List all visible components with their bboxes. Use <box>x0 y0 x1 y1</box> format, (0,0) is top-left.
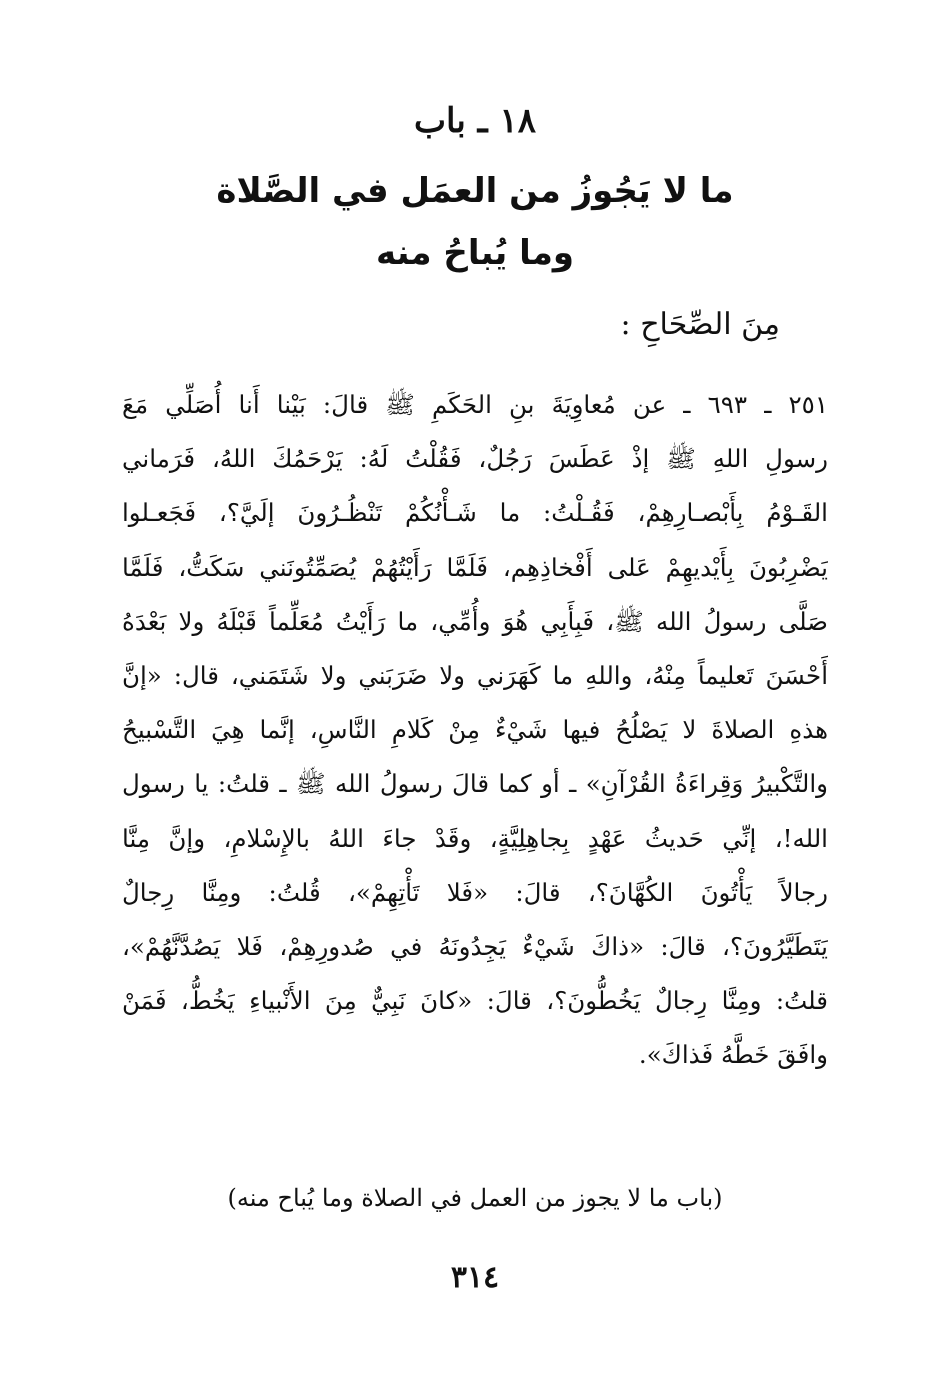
hadith-line: ٢٥١ ـ ٦٩٣ ـ عن مُعاوِيَةَ بنِ الحَكَمِ ﷺ قالَ: بَيْنا أَنا أُصَلِّي مَعَ <box>122 390 828 419</box>
section-heading: مِنَ الصِّحَاحِ : <box>620 307 780 342</box>
hadith-line: القَـوْمُ بِأَبْصـارِهِمْ، فَقُـلْتُ: ما شَـأْنُكُمْ تَنْظُـرُونَ إلَيَّ؟، فَجَعـلوا <box>122 498 828 528</box>
hadith-line: والتَّكْبيرُ وَقِراءَةُ القُرْآنِ» ـ أو كما قالَ رسولُ الله ﷺ ـ قلتُ: يا رسول <box>122 769 828 799</box>
chapter-title-line: وما يُباحُ منه <box>375 233 575 273</box>
hadith-line: قلتُ: ومِنَّا رِجالٌ يَخُطُّونَ؟، قالَ: «كانَ نَبِيٌّ مِنَ الأَنْبياءِ يَخُطُّ، فَمَنْ <box>122 986 828 1016</box>
hadith-line: وافَقَ خَطَّهُ فَذاكَ». <box>638 1040 828 1070</box>
hadith-line: صَلَّى رسولُ الله ﷺ، فَبِأَبِي هُوَ وأُمِّي، ما رَأَيْتُ مُعَلِّماً قَبْلَهُ ولا بَعْدَهُ <box>122 606 828 636</box>
hadith-line: أَحْسَنَ تَعليماً مِنْهُ، واللهِ ما كَهَرَني ولا ضَرَبَني ولا شَتَمَني، قال: «إنَّ <box>122 660 828 690</box>
hadith-line: هذهِ الصلاةَ لا يَصْلُحُ فيها شَيْءٌ مِنْ كَلامِ النَّاسِ، إنَّما هِيَ التَّسْبيحُ <box>122 715 828 745</box>
page-number: ٣١٤ <box>450 1260 500 1295</box>
hadith-line: رجالاً يَأْتُونَ الكُهَّانَ؟، قالَ: «فَلا تَأْتِهِمْ»، قُلتُ: ومِنَّا رِجالٌ <box>122 877 828 907</box>
hadith-line: الله!، إنِّي حَديثُ عَهْدٍ بِجاهِلِيَّةٍ، وقَدْ جاءَ اللهُ بالإِسْلامِ، وإنَّ مِنَّا <box>122 823 828 853</box>
chapter-title-line: ما لا يَجُوزُ من العمَل في الصَّلاة <box>216 171 734 211</box>
chapter-footer-caption: (باب ما لا يجوز من العمل في الصلاة وما يُباح منه) <box>227 1184 723 1212</box>
chapter-number: ١٨ ـ باب <box>414 101 536 141</box>
hadith-line: رسولِ اللهِ ﷺ إذْ عَطَسَ رَجُلٌ، فَقُلْتُ لَهُ: يَرْحَمُكَ اللهُ، فَرَماني <box>122 444 828 474</box>
hadith-line: يَتَطَيَّرُونَ؟، قالَ: «ذاكَ شَيْءٌ يَجِدُونَهُ في صُدورِهِمْ، فَلا يَصُدَّنَّهُمْ»، <box>122 931 828 961</box>
chapter-title <box>120 160 830 284</box>
hadith-line: يَضْرِبُونَ بِأَيْديهِمْ عَلى أَفْخاذِهِم، فَلَمَّا رَأَيْتُهُمْ يُصَمِّتُونَني سَكَتُّ، فَلَمَّا <box>122 552 828 582</box>
hadith-text <box>122 378 828 1082</box>
